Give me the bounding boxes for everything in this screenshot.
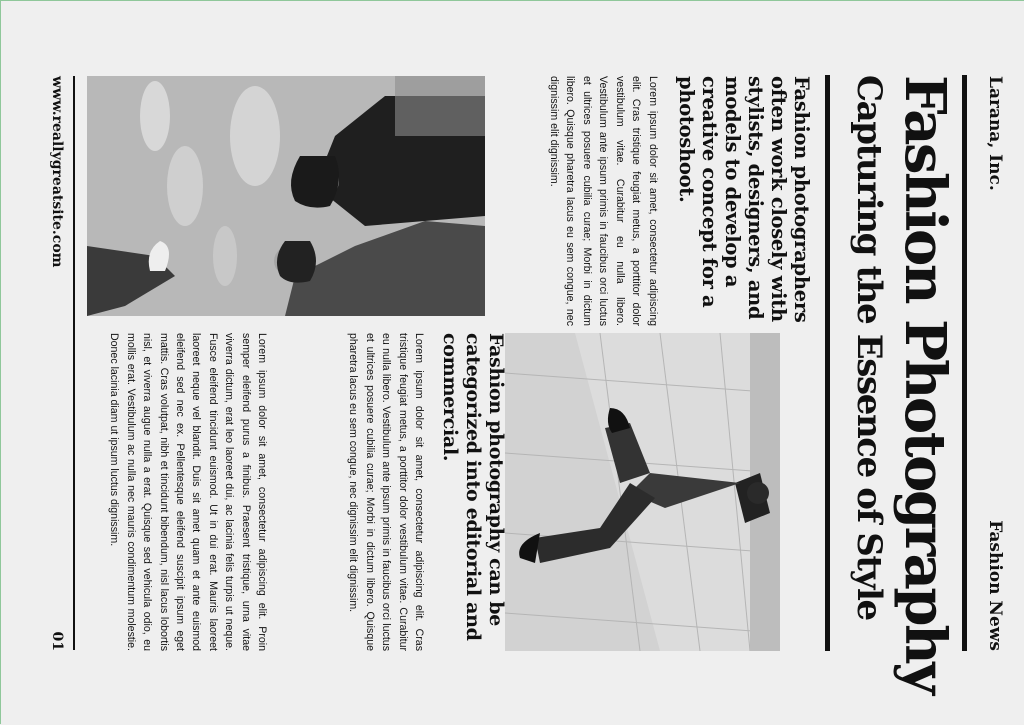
page-number: 01	[49, 631, 65, 651]
jumping-model-photo	[505, 333, 780, 651]
company-name: Larana, Inc.	[985, 76, 1005, 191]
lead-heading: Fashion photographers often work closely with stylists, designers, and models to develop a creative concept for a photoshoot.	[675, 76, 813, 323]
magazine-page	[1, 1, 1024, 725]
page-title: Fashion Photography	[892, 75, 958, 693]
models-sky-photo	[87, 76, 485, 316]
footer-divider	[74, 76, 76, 650]
top-divider	[962, 75, 967, 651]
page-subtitle: Capturing the Essence of Style	[849, 75, 889, 620]
lead-body: Lorem ipsum dolor sit amet, consectetur adipiscing elit. Cras tristique feugiat metus, a porttitor dolor vestibulum vitae. Curabitur eu nulla libero. Vestibulum ante ipsum primis in faucibus orci luctus et ultrices posuere cubilia curae; Morbi in dictum libero. Quisque pharetra lacus eu sem congue, nec dignissim elit dignissim.	[548, 76, 659, 326]
column-body-paragraph-2: Lorem ipsum dolor sit amet, consectetur adipiscing elit. Proin semper eleifend purus a finibus. Praesent tristique, urna vitae viverra dictum, erat leo laoreet dui, ac lacinia felis turpis ut neque. Fusce eleifend tincidunt euismod. Ut in dui erat. Mauris laoreet laoreet neque vel blandit. Duis sit amet quam et ante euismod eleifend sed nec ex. Pellentesque eleifend suscipit ipsum eget mattis. Cras volutpat, nibh et tincidunt bibendum, nisl lacus lobortis nisl, et viverra augue nulla a erat. Quisque sed vehicula odio, eu mollis erat. Vestibulum ac nulla nec mauris condimentum molestie. Donec lacinia diam ut ipsum luctus dignissim.	[108, 333, 268, 651]
title-divider	[825, 75, 830, 651]
column-body-paragraph-1: Lorem ipsum dolor sit amet, consectetur adipiscing elit. Cras tristique feugiat metus, a porttitor dolor vestibulum vitae. Curabitur eu nulla libero. Vestibulum ante ipsum primis in faucibus orci luctus et ultrices posuere cubilia curae; Morbi in dictum libero. Quisque pharetra lacus eu sem congue, nec dignissim elit dignissim.	[347, 333, 425, 651]
column-heading: Fashion photography can be categorized into editorial and commercial.	[439, 333, 507, 641]
website-link[interactable]: www.reallygreatsite.com	[49, 76, 65, 268]
section-label: Fashion News	[985, 520, 1005, 651]
